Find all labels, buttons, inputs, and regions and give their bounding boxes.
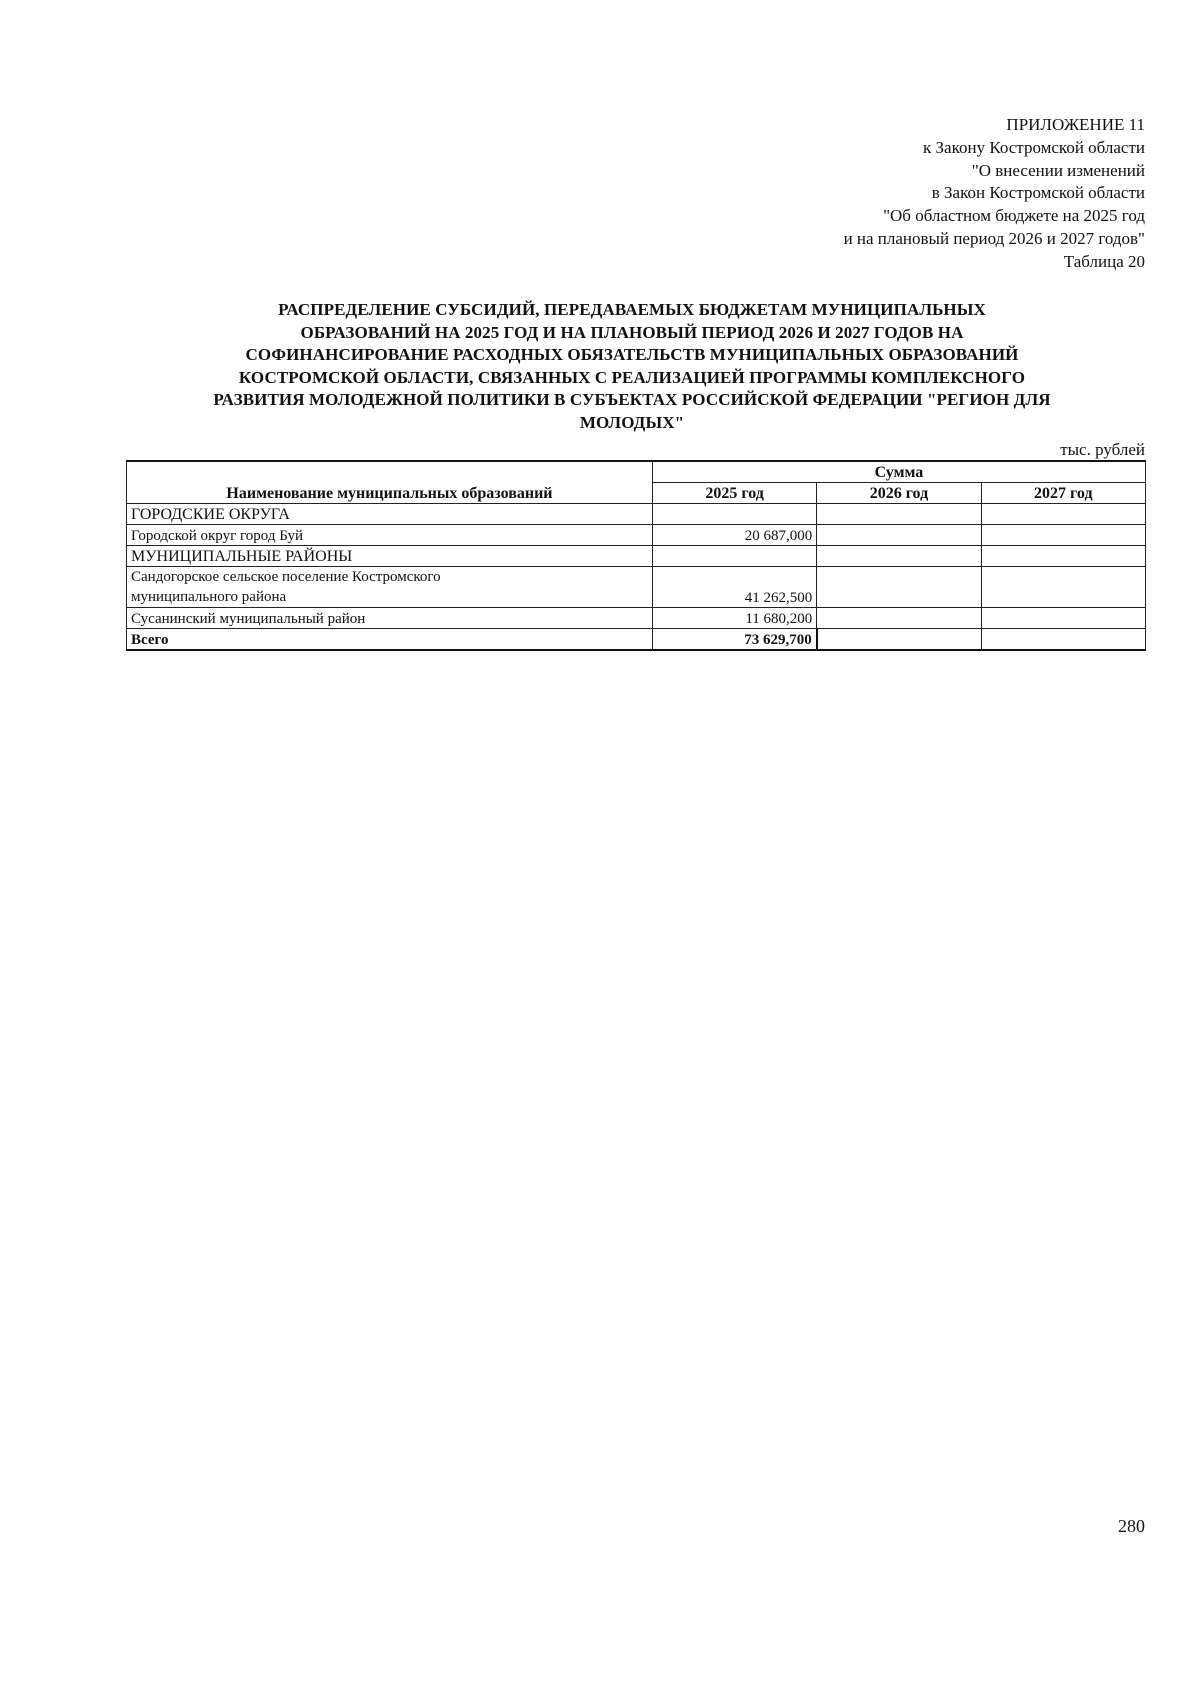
appendix-line: к Закону Костромской области — [923, 137, 1145, 157]
title-line: МОЛОДЫХ" — [579, 412, 685, 432]
value-2027 — [981, 546, 1145, 567]
table-row — [127, 546, 1146, 567]
value-2025: 20 687,000 — [652, 525, 816, 546]
units-label: тыс. рублей — [1060, 440, 1145, 459]
title-line: СОФИНАНСИРОВАНИЕ РАСХОДНЫХ ОБЯЗАТЕЛЬСТВ МУНИЦИПАЛЬНЫХ ОБРАЗОВАНИЙ — [245, 345, 1019, 364]
subsidy-table — [126, 460, 1146, 651]
municipality-name: Городской округ город Буй — [127, 525, 653, 546]
value-2026 — [817, 608, 981, 629]
column-header-name: Наименование муниципальных образований — [127, 461, 653, 504]
total-label: Всего — [127, 629, 653, 651]
document-title — [120, 299, 1144, 434]
appendix-line: "О внесении изменений — [971, 160, 1145, 180]
section-label: МУНИЦИПАЛЬНЫЕ РАЙОНЫ — [127, 546, 653, 567]
municipality-name: Сусанинский муниципальный район — [127, 608, 653, 629]
appendix-line: и на плановый период 2026 и 2027 годов" — [843, 228, 1145, 248]
value-2026 — [817, 567, 981, 608]
value-2027 — [981, 567, 1145, 608]
value-2026 — [817, 504, 981, 525]
column-header-sum: Сумма — [652, 461, 1145, 483]
section-label: ГОРОДСКИЕ ОКРУГА — [127, 504, 653, 525]
value-2025: 11 680,200 — [652, 608, 816, 629]
table-row — [127, 504, 1146, 525]
table-row — [127, 567, 1146, 608]
column-header-2025: 2025 год — [652, 483, 816, 504]
appendix-line: ПРИЛОЖЕНИЕ 11 — [1006, 115, 1145, 134]
value-2025: 41 262,500 — [652, 567, 816, 608]
value-2026 — [817, 546, 981, 567]
name-line: Сандогорское сельское поселение Костромского — [131, 569, 441, 585]
column-header-2026: 2026 год — [817, 483, 981, 504]
title-line: КОСТРОМСКОЙ ОБЛАСТИ, СВЯЗАННЫХ С РЕАЛИЗАЦИЕЙ ПРОГРАММЫ КОМПЛЕКСНОГО — [238, 367, 1026, 387]
appendix-line: "Об областном бюджете на 2025 год — [883, 206, 1145, 226]
total-2026 — [817, 629, 981, 651]
value-2026 — [817, 525, 981, 546]
total-2027 — [981, 629, 1145, 651]
value-2025 — [652, 546, 816, 567]
name-line: муниципального района — [131, 589, 287, 605]
municipality-name — [127, 567, 653, 608]
table-number: Таблица 20 — [1063, 251, 1145, 271]
table-row — [127, 525, 1146, 546]
table-row — [127, 608, 1146, 629]
title-line: РАЗВИТИЯ МОЛОДЕЖНОЙ ПОЛИТИКИ В СУБЪЕКТАХ РОССИЙСКОЙ ФЕДЕРАЦИИ "РЕГИОН ДЛЯ — [213, 390, 1051, 409]
title-line: РАСПРЕДЕЛЕНИЕ СУБСИДИЙ, ПЕРЕДАВАЕМЫХ БЮДЖЕТАМ МУНИЦИПАЛЬНЫХ — [278, 300, 986, 319]
column-header-2027: 2027 год — [981, 483, 1145, 504]
appendix-line: в Закон Костромской области — [931, 183, 1145, 203]
value-2027 — [981, 504, 1145, 525]
value-2025 — [652, 504, 816, 525]
value-2027 — [981, 608, 1145, 629]
value-2027 — [981, 525, 1145, 546]
appendix-header — [545, 114, 1145, 274]
title-line: ОБРАЗОВАНИЙ НА 2025 ГОД И НА ПЛАНОВЫЙ ПЕРИОД 2026 И 2027 ГОДОВ НА — [300, 322, 964, 342]
table-header-row — [127, 461, 1146, 483]
total-row — [127, 629, 1146, 651]
page-number: 280 — [1118, 1516, 1145, 1536]
total-2025: 73 629,700 — [652, 629, 816, 651]
